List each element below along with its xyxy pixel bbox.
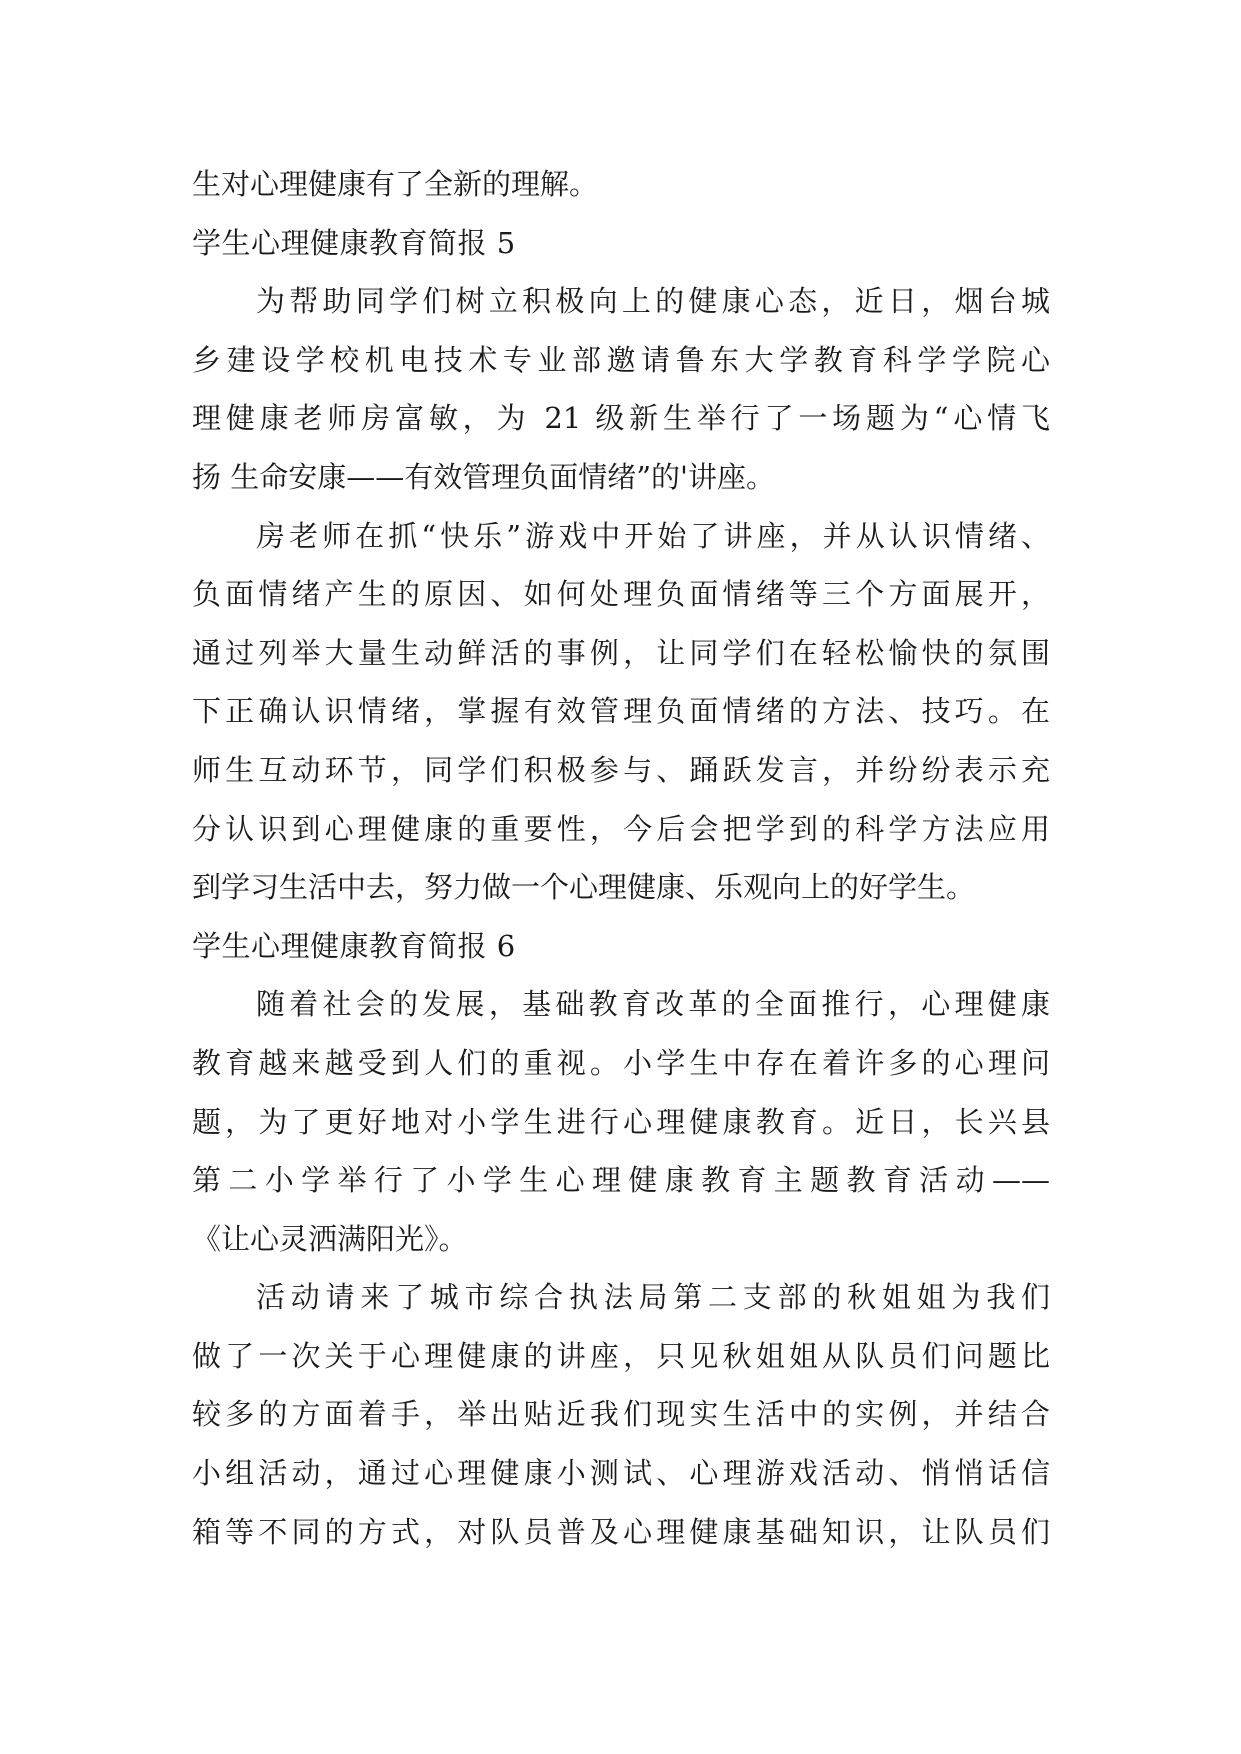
text-line: 做了一次关于心理健康的讲座，只见秋姐姐从队员们问题比 [192,1338,1050,1373]
text-line: 第二小学举行了小学生心理健康教育主题教育活动—— [192,1163,1050,1198]
text-line: 负面情绪产生的原因、如何处理负面情绪等三个方面展开， [192,577,1050,612]
text-line: 箱等不同的方式，对队员普及心理健康基础知识，让队员们 [192,1514,1050,1549]
text-line: 《让心灵洒满阳光》。 [192,1221,468,1256]
text-line: 较多的方面着手，举出贴近我们现实生活中的实例，并结合 [192,1397,1050,1432]
text-line: 乡建设学校机电技术专业部邀请鲁东大学教育科学学院心 [192,342,1050,377]
text-line: 理健康老师房富敏，为 21 级新生举行了一场题为“心情飞 [192,401,1050,436]
text-line: 到学习生活中去，努力做一个心理健康、乐观向上的好学生。 [192,870,976,905]
section-heading: 学生心理健康教育简报 5 [192,225,516,260]
text-line: 活动请来了城市综合执法局第二支部的秋姐姐为我们 [256,1280,1050,1315]
text-line: 通过列举大量生动鲜活的事例，让同学们在轻松愉快的氛围 [192,635,1050,670]
document-page [192,155,1050,1561]
text-line: 教育越来越受到人们的重视。小学生中存在着许多的心理问 [192,1045,1050,1080]
text-line: 为帮助同学们树立积极向上的健康心态，近日，烟台城 [256,284,1050,319]
text-line: 随着社会的发展，基础教育改革的全面推行，心理健康 [256,987,1050,1022]
text-line: 小组活动，通过心理健康小测试、心理游戏活动、悄悄话信 [192,1456,1050,1491]
text-line: 师生互动环节，同学们积极参与、踊跃发言，并纷纷表示充 [192,752,1050,787]
section-heading: 学生心理健康教育简报 6 [192,928,516,963]
text-line: 房老师在抓“快乐”游戏中开始了讲座，并从认识情绪、 [256,518,1050,553]
text-line: 生对心理健康有了全新的理解。 [192,167,599,201]
text-line: 分认识到心理健康的重要性，今后会把学到的科学方法应用 [192,811,1050,846]
text-line: 下正确认识情绪，掌握有效管理负面情绪的方法、技巧。在 [192,694,1050,729]
text-line: 扬 生命安康——有效管理负面情绪”的'讲座。 [192,459,776,494]
text-line: 题，为了更好地对小学生进行心理健康教育。近日，长兴县 [192,1104,1050,1139]
